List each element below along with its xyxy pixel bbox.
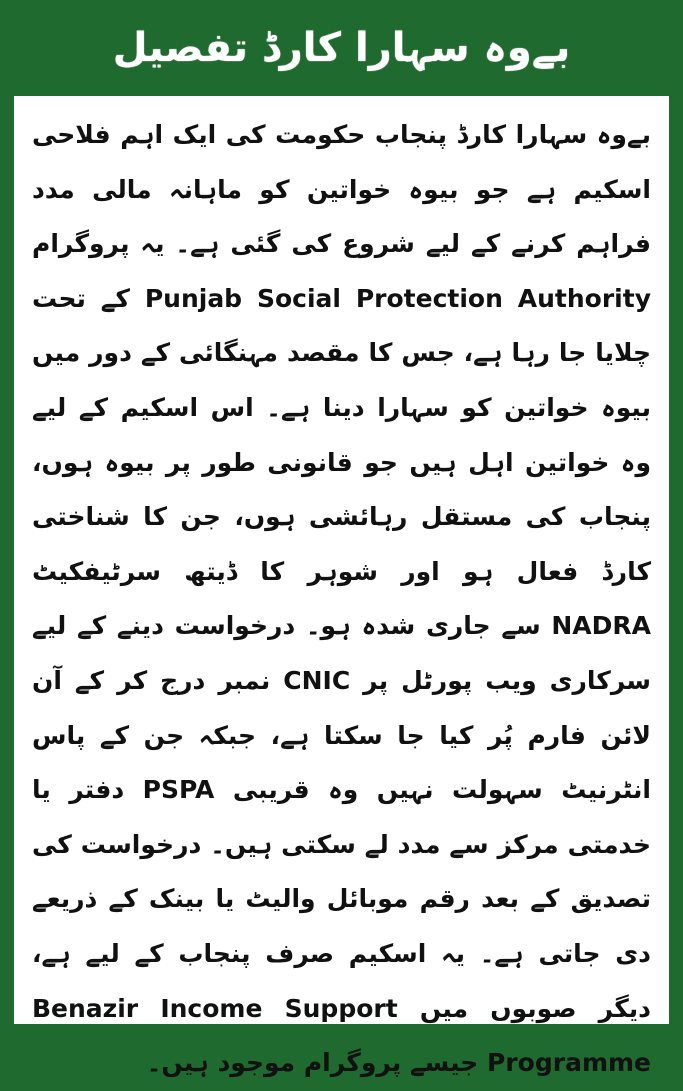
header-banner bbox=[0, 0, 683, 96]
article-body: بےوہ سہارا کارڈ پنجاب حکومت کی ایک اہم فلاحی اسکیم ہے جو بیوہ خواتین کو ماہانہ مالی مدد فراہم کرنے کے لیے شروع کی گئی ہے۔ یہ پروگرام Punjab Social Protection Authority کے تحت چلایا جا رہا ہے، جس کا مقصد مہنگائی کے دور میں بیوہ خواتین کو سہارا دینا ہے۔ اس اسکیم کے لیے وہ خواتین اہل ہیں جو قانونی طور پر بیوہ ہوں، پنجاب کی مستقل رہائشی ہوں، جن کا شناختی کارڈ فعال ہو اور شوہر کا ڈیتھ سرٹیفکیٹ NADRA سے جاری شدہ ہو۔ درخواست دینے کے لیے سرکاری ویب پورٹل پر CNIC نمبر درج کر کے آن لائن فارم پُر کیا جا سکتا ہے، جبکہ جن کے پاس انٹرنیٹ سہولت نہیں وہ قریبی PSPA دفتر یا خدمتی مرکز سے مدد لے سکتی ہیں۔ درخواست کی تصدیق کے بعد رقم موبائل والیٹ یا بینک کے ذریعے دی جاتی ہے۔ یہ اسکیم صرف پنجاب کے لیے ہے، دیگر صوبوں میں Benazir Income Support Programme جیسے پروگرام موجود ہیں۔ bbox=[32, 120, 651, 1078]
article-card bbox=[14, 96, 669, 1078]
page-title: بےوہ سہارا کارڈ تفصیل bbox=[112, 25, 571, 71]
